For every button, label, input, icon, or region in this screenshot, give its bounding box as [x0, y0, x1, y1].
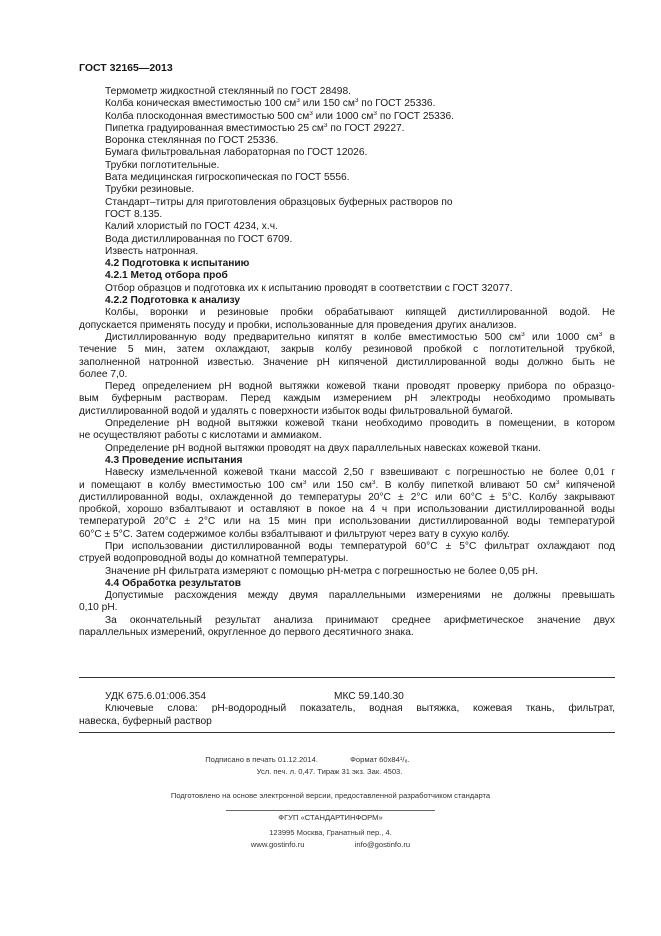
- text-line: Стандарт–титры для приготовления образцовых буферных растворов по: [105, 196, 453, 208]
- text-line: дистиллированной водой и удалять с поверхности избыток воды фильтровальной бумагой.: [79, 405, 513, 417]
- text-line: Термометр жидкостной стеклянный по ГОСТ 28498.: [105, 86, 351, 97]
- text-line: Определение рН водной вытяжки проводят на двух параллельных навесках кожевой ткани.: [105, 442, 541, 454]
- text-line: дистиллированной воды, охлажденной до температуры 20°С ± 2°С или 60°С ± 5°С. Колбу закрывают: [79, 491, 615, 503]
- text-line: Колба коническая вместимостью 100 $см^3$ или 150 $см^3$ по ГОСТ 25336.: [105, 98, 436, 110]
- signed-date: Подписано в печать 01.12.2014.: [205, 755, 318, 764]
- text-line: Пипетка градуированная вместимостью 25 $см^3$ по ГОСТ 29227.: [105, 122, 405, 134]
- text-line: Отбор образцов и подготовка их к испытанию проводят в соответствии с ГОСТ 32077.: [105, 282, 513, 294]
- section-heading: 4.2.1 Метод отбора проб: [105, 270, 228, 282]
- footer-divider-bottom: [79, 732, 615, 733]
- text-line: Колба плоскодонная вместимостью 500 $см^3$ или 1000 $см^3$ по ГОСТ 25336.: [105, 110, 454, 122]
- text-line: более 7,0.: [79, 368, 128, 380]
- section-heading: 4.2 Подготовка к испытанию: [105, 258, 250, 270]
- page-header-title: ГОСТ 32165—2013: [79, 62, 173, 74]
- imprint-prepared-note: Подготовлено на основе электронной версии, предоставленной разработчиком стандарта: [170, 791, 491, 800]
- text-line: температурой 20°С ± 2°С или на 15 мин при использовании дистиллированной воды температурой: [79, 516, 615, 528]
- text-line: Известь натронная.: [105, 245, 199, 257]
- text-line: струей водопроводной воды до комнатной температуры.: [79, 553, 349, 565]
- text-line: и помещают в колбу вместимостью 100 $см^3$ или 150 $см^3$. В колбу пипеткой вливают 50 $см^3$ кипяченой: [79, 479, 615, 491]
- section-heading: 4.4 Обработка результатов: [105, 577, 242, 589]
- text-line: пробкой, хорошо взбалтывают и оставляют в покое на 4 ч при использовании дистиллированной воды: [79, 504, 615, 516]
- udk-code: УДК 675.6.01:006.354: [105, 691, 206, 702]
- paper-format: Формат 60x84¹/₈.: [350, 755, 410, 764]
- text-line: Навеску измельченной кожевой ткани массой 2,50 г взвешивают с погрешностью не более 0,01 г: [105, 467, 615, 479]
- publisher-name: ФГУП «СТАНДАРТИНФОРМ»: [278, 813, 383, 822]
- text-line: допускается применять посуду и пробки, использованные для проведения других анализов.: [79, 319, 517, 331]
- section-heading: 4.2.2 Подготовка к анализу: [105, 295, 241, 307]
- keywords-line-2: навеска, буферный раствор: [79, 715, 212, 727]
- imprint-signed-line: [0, 754, 661, 765]
- text-line: Калий хлористый по ГОСТ 4234, х.ч.: [105, 221, 278, 233]
- text-line: Значение рН фильтрата измеряют с помощью рН-метра с погрешностью не более 0,05 рН.: [105, 565, 538, 577]
- text-line: Вода дистиллированная по ГОСТ 6709.: [105, 233, 293, 245]
- footer-divider-top: [79, 677, 615, 678]
- text-line: Воронка стеклянная по ГОСТ 25336.: [105, 135, 279, 147]
- publisher-website: www.gostinfo.ru: [250, 840, 305, 849]
- text-line: Бумага фильтровальная лабораторная по ГОСТ 12026.: [105, 147, 368, 159]
- text-line: За окончательный результат анализа принимают среднее арифметическое значение двух: [105, 614, 615, 626]
- section-heading: 4.3 Проведение испытания: [105, 454, 243, 466]
- text-line: параллельных измерений, округленное до первого десятичного знака.: [79, 627, 414, 639]
- publisher-address: 123995 Москва, Гранатный пер., 4.: [269, 828, 392, 837]
- text-line: Определение рН водной вытяжки кожевой ткани необходимо проводить в помещении, в котором: [105, 418, 615, 430]
- imprint-print-info: Усл. печ. л. 0,47. Тираж 31 экз. Зак. 4503.: [256, 767, 403, 776]
- mks-code: МКС 59.140.30: [334, 691, 404, 702]
- text-line: Перед определением рН водной вытяжки кожевой ткани проводят проверку прибора по образцо-: [105, 381, 615, 393]
- text-line: Вата медицинская гигроскопическая по ГОСТ 5556.: [105, 172, 350, 184]
- text-line: 60°С ± 5°С. Затем содержимое колбы взбалтывают и фильтруют через вату в сухую колбу.: [79, 528, 510, 540]
- publisher-divider: [226, 810, 435, 811]
- classification-line: [79, 691, 615, 703]
- publisher-email: info@gostinfo.ru: [354, 840, 411, 849]
- text-line: вым буферным растворам. Перед каждым измерением рН электроды необходимо промывать: [79, 393, 615, 405]
- text-line: Трубки поглотительные.: [105, 159, 220, 171]
- text-line: При использовании дистиллированной воды температурой 60°С ± 5°С фильтрат охлаждают под: [105, 540, 615, 552]
- text-line: Колбы, воронки и резиновые пробки обрабатывают кипящей дистиллированной водой. Не: [105, 307, 615, 319]
- text-line: заполненной натронной известью. Значение рН кипяченой дистиллированной воды должно быть не: [79, 356, 615, 368]
- keywords-line-1: Ключевые слова: рН-водородный показатель, водная вытяжка, кожевая ткань, фильтрат,: [105, 703, 615, 715]
- text-line: 0,10 рН.: [79, 602, 118, 614]
- text-line: не осуществляют работы с кислотами и аммиаком.: [79, 430, 322, 442]
- text-line: Трубки резиновые.: [105, 184, 195, 196]
- body-text: [79, 86, 615, 639]
- text-line: Допустимые расхождения между двумя параллельными измерениями не должны превышать: [105, 590, 615, 602]
- text-line: ГОСТ 8.135.: [105, 208, 163, 220]
- text-line: Дистиллированную воду предварительно кипятят в колбе вместимостью 500 $см^3$ или 1000 $см^3$ в: [105, 331, 615, 343]
- publisher-contacts: [0, 839, 661, 850]
- bibliographic-footer: [79, 691, 615, 728]
- text-line: течение 5 мин, затем охлаждают, закрыв колбу резиновой пробкой с поглотительной трубкой,: [79, 344, 615, 356]
